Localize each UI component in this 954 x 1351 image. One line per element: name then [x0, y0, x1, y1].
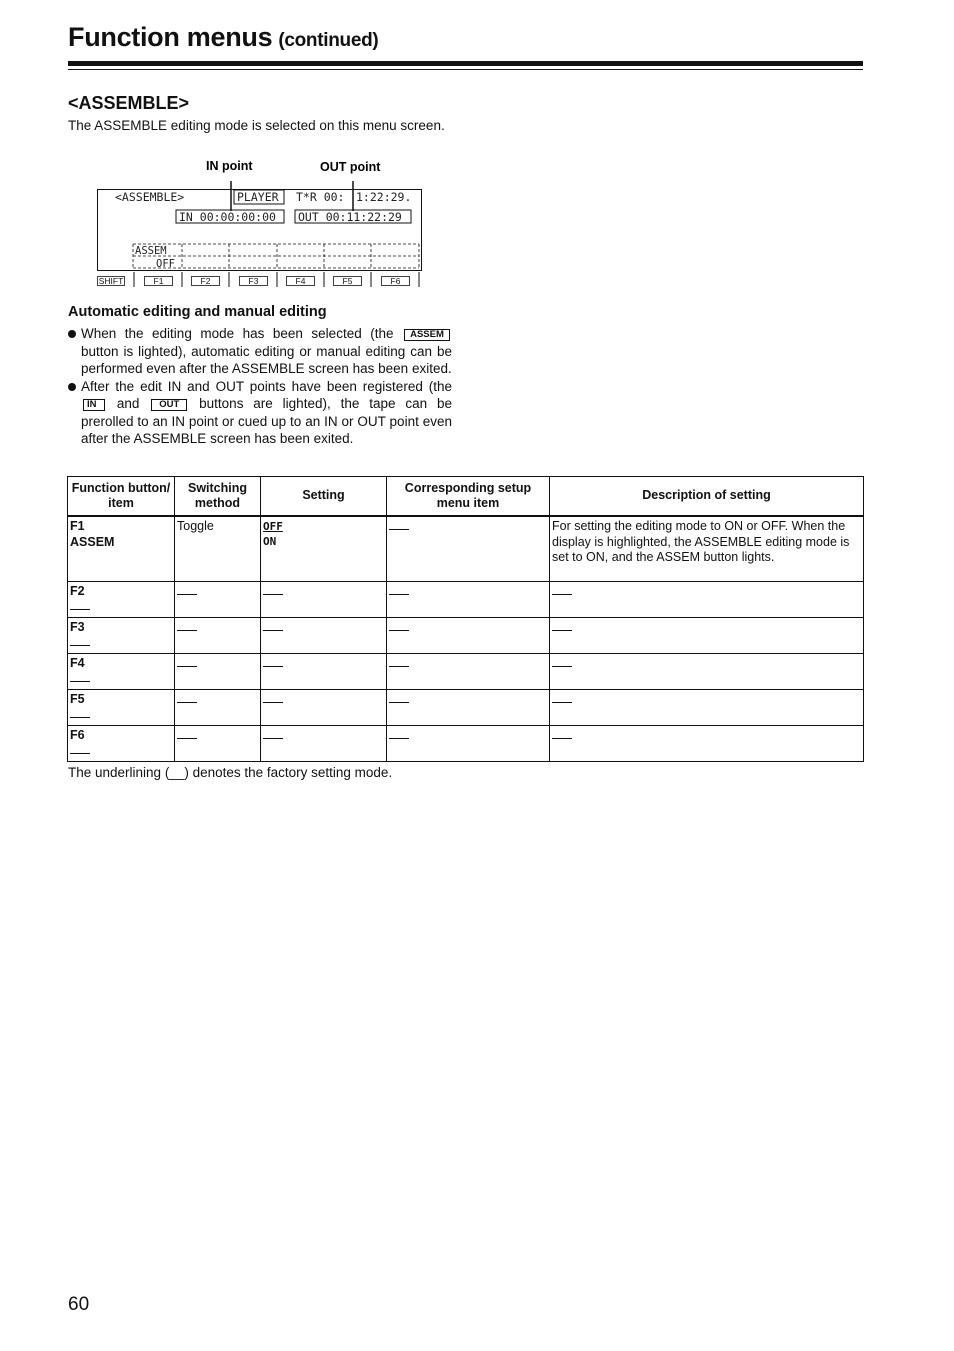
lcd-tr: T*R 00: — [296, 190, 345, 204]
col-header: Switching method — [175, 477, 261, 517]
empty-dash — [552, 585, 572, 595]
empty-dash — [177, 693, 197, 703]
empty-dash — [70, 744, 90, 754]
empty-dash — [177, 621, 197, 631]
empty-dash — [389, 585, 409, 595]
table-header-row — [68, 477, 864, 517]
table-row — [68, 581, 864, 617]
function-item: ASSEM — [70, 534, 115, 549]
empty-dash — [263, 621, 283, 631]
col-header: Setting — [261, 477, 387, 517]
empty-dash — [70, 600, 90, 610]
bullet-list — [68, 325, 452, 448]
empty-dash — [263, 657, 283, 667]
function-table — [67, 476, 864, 762]
empty-dash — [552, 693, 572, 703]
setting-default: OFF — [263, 520, 283, 533]
switching-method: Toggle — [175, 516, 261, 581]
empty-dash — [552, 657, 572, 667]
key-f3: F3 — [248, 276, 259, 286]
assem-key: ASSEM — [404, 329, 450, 341]
lcd-off: OFF — [156, 258, 175, 270]
lcd-player: PLAYER — [237, 190, 279, 204]
header-rule-thick — [68, 61, 863, 66]
in-key: IN — [83, 399, 105, 411]
bullet-item: After the edit IN and OUT points have been registered (the IN and OUT buttons are lighted), the tape can be prerolled to an IN point or cued up to an IN or OUT point even after the ASSEMBLE screen has been exited. — [68, 378, 452, 448]
empty-dash — [70, 636, 90, 646]
function-key: F3 — [70, 619, 85, 634]
empty-dash — [389, 657, 409, 667]
bullet-dot — [68, 383, 76, 391]
function-key: F1 — [70, 519, 85, 533]
in-point-label: IN point — [206, 159, 253, 173]
empty-dash — [389, 621, 409, 631]
empty-dash — [552, 621, 572, 631]
empty-dash — [389, 729, 409, 739]
setting-option: ON — [263, 535, 277, 548]
lcd-assem: ASSEM — [135, 245, 167, 257]
out-point-label: OUT point — [320, 160, 381, 174]
col-header: Corresponding setup menu item — [387, 477, 550, 517]
lcd-title: <ASSEMBLE> — [115, 190, 185, 204]
empty-dash — [552, 729, 572, 739]
table-row — [68, 516, 864, 581]
key-f1: F1 — [153, 276, 164, 286]
empty-dash — [177, 585, 197, 595]
empty-dash — [70, 672, 90, 682]
function-key: F2 — [70, 583, 85, 598]
key-f5: F5 — [342, 276, 353, 286]
col-header: Description of setting — [550, 477, 864, 517]
header-rule-thin — [68, 69, 863, 70]
empty-dash — [263, 585, 283, 595]
lcd-out-time: OUT 00:11:22:29 — [298, 210, 402, 224]
function-key: F5 — [70, 691, 85, 706]
key-f6: F6 — [390, 276, 401, 286]
setting-description: For setting the editing mode to ON or OFF. When the display is highlighted, the ASSEMBLE editing mode is set to ON, and the ASSEM button lights. — [550, 516, 864, 581]
footnote: The underlining (__) denotes the factory setting mode. — [68, 765, 393, 780]
function-key: F4 — [70, 655, 85, 670]
lcd-in-time: IN 00:00:00:00 — [179, 210, 276, 224]
empty-dash — [263, 729, 283, 739]
page-title: Function menus (continued) — [68, 22, 379, 52]
lcd-tr-time: 1:22:29. — [356, 190, 412, 204]
title-continued: (continued) — [278, 30, 379, 51]
section-heading: <ASSEMBLE> — [68, 93, 190, 113]
bullet-dot — [68, 330, 76, 338]
page-number: 60 — [68, 1294, 90, 1315]
empty-dash — [389, 693, 409, 703]
subsection-heading: Automatic editing and manual editing — [68, 304, 327, 320]
empty-dash — [389, 520, 409, 530]
table-row — [68, 689, 864, 725]
key-f4: F4 — [295, 276, 306, 286]
table-row — [68, 653, 864, 689]
empty-dash — [177, 729, 197, 739]
empty-dash — [263, 693, 283, 703]
function-key: F6 — [70, 727, 85, 742]
bullet-item: When the editing mode has been selected (the ASSEM button is lighted), automatic editing or manual editing can be performed even after the ASSEMBLE screen has been exited. — [68, 325, 452, 378]
assemble-screen-diagram — [90, 155, 430, 290]
out-key: OUT — [151, 399, 187, 411]
section-intro: The ASSEMBLE editing mode is selected on this menu screen. — [68, 118, 445, 133]
key-f2: F2 — [200, 276, 211, 286]
empty-dash — [177, 657, 197, 667]
table-row — [68, 725, 864, 761]
col-header: Function button/ item — [68, 477, 175, 517]
table-row — [68, 617, 864, 653]
key-shift: SHIFT — [98, 276, 124, 286]
empty-dash — [70, 708, 90, 718]
